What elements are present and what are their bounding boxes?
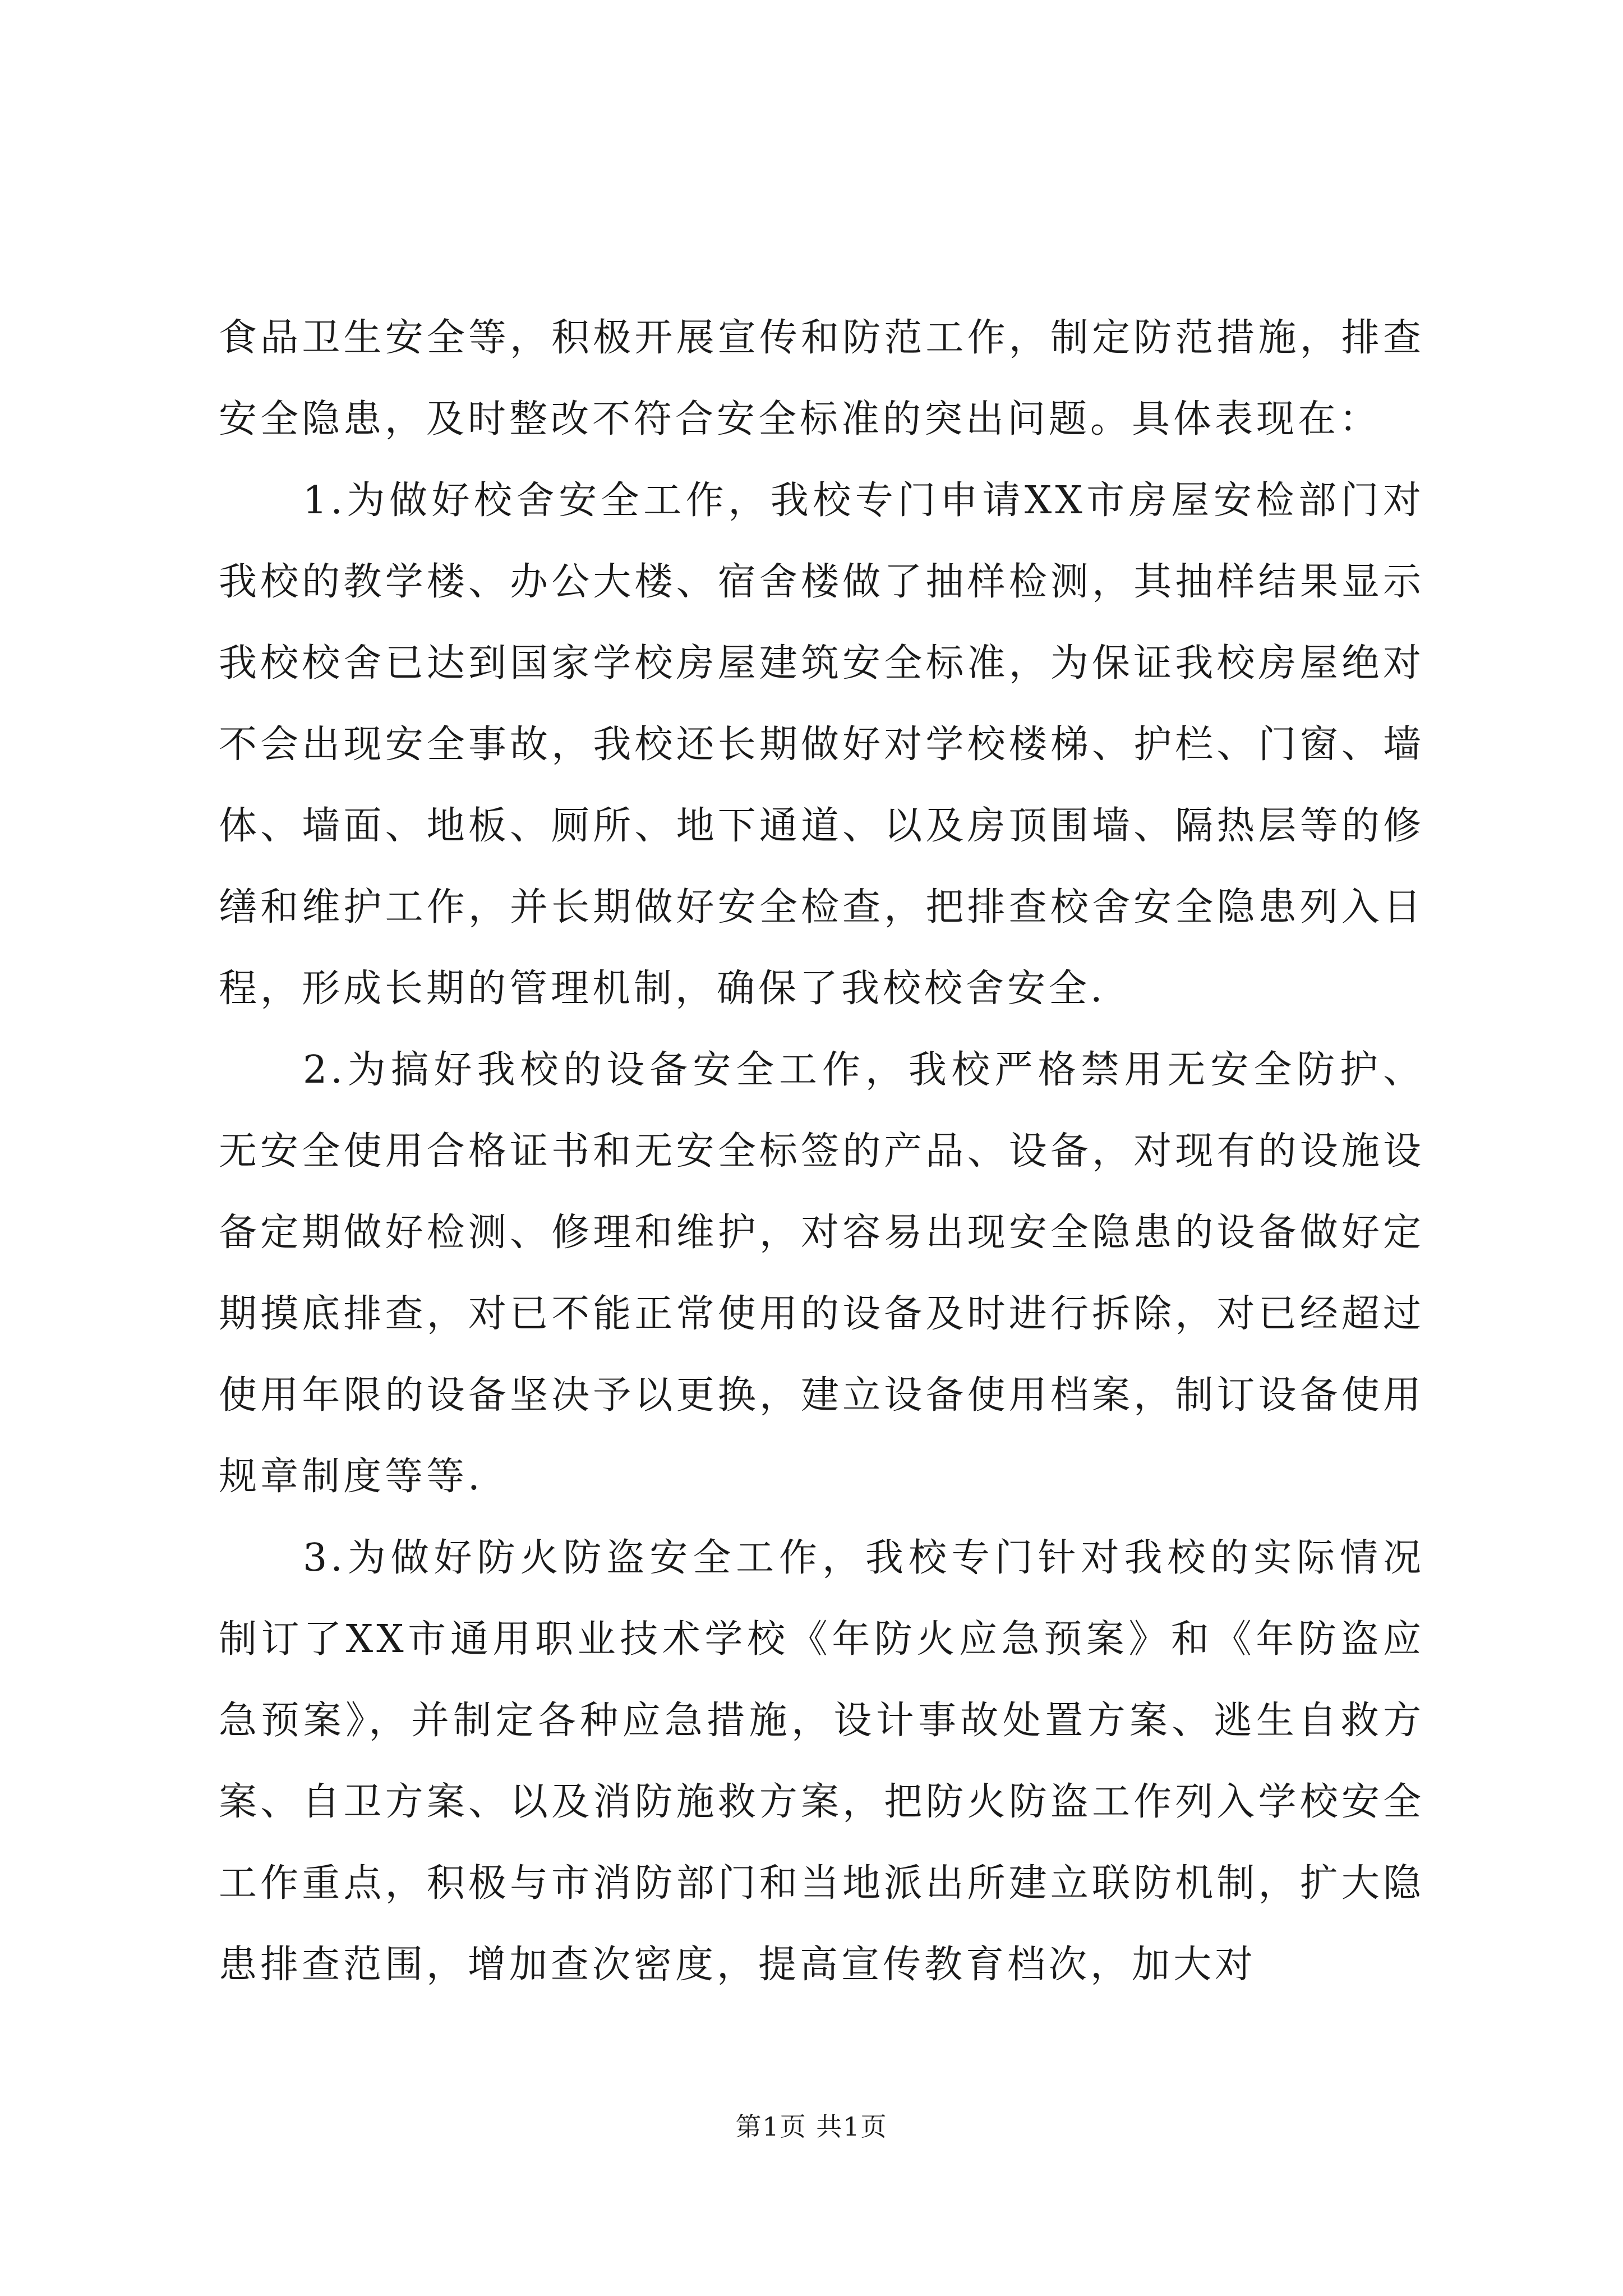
paragraph-item-3: 3.为做好防火防盗安全工作，我校专门针对我校的实际情况制订了XX市通用职业技术学校《年防火应急预案》和《年防盗应急预案》，并制定各种应急措施，设计事故处置方案、逃生自救方案、自卫方案、以及消防施救方案，把防火防盗工作列入学校安全工作重点，积极与市消防部门和当地派出所建立联防机制，扩大隐患排查范围，增加查次密度，提高宣传教育档次，加大对: [219, 1536, 1424, 1987]
paragraph-item-1: 1.为做好校舍安全工作，我校专门申请XX市房屋安检部门对我校的教学楼、办公大楼、宿舍楼做了抽样检测，其抽样结果显示我校校舍已达到国家学校房屋建筑安全标准，为保证我校房屋绝对不会出现安全事故，我校还长期做好对学校楼梯、护栏、门窗、墙体、墙面、地板、厕所、地下通道、以及房顶围墙、隔热层等的修缮和维护工作，并长期做好安全检查，把排查校舍安全隐患列入日程，形成长期的管理机制，确保了我校校舍安全.: [219, 478, 1424, 1011]
paragraph-item-2: 2.为搞好我校的设备安全工作，我校严格禁用无安全防护、无安全使用合格证书和无安全标签的产品、设备，对现有的设施设备定期做好检测、修理和维护，对容易出现安全隐患的设备做好定期摸底排查，对已不能正常使用的设备及时进行拆除，对已经超过使用年限的设备坚决予以更换，建立设备使用档案，制订设备使用规章制度等等.: [219, 1048, 1424, 1499]
document-body: [219, 297, 1424, 2005]
paragraph-intro: 食品卫生安全等，积极开展宣传和防范工作，制定防范措施，排查安全隐患，及时整改不符合安全标准的突出问题。具体表现在：: [219, 316, 1424, 441]
page-footer: [0, 2106, 1623, 2143]
page-number-label: 第1页 共1页: [735, 2111, 888, 2142]
